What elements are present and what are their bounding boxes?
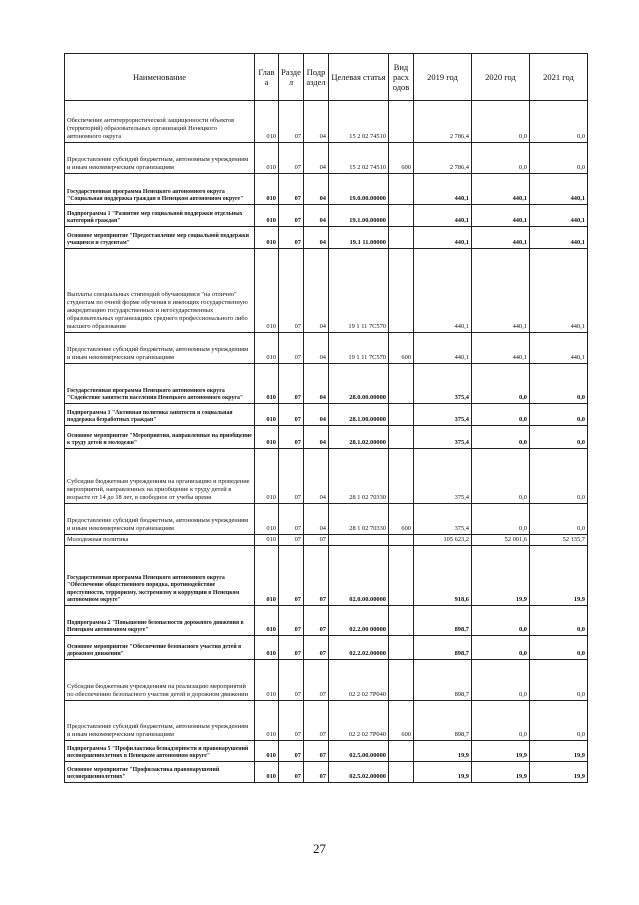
row-value-2020: 0,0 [472, 101, 530, 143]
row-stat: 19.1 11.00000 [329, 227, 389, 249]
table-row [65, 762, 588, 783]
row-razdel: 07 [279, 741, 304, 762]
row-value-2021: 440,1 [530, 333, 588, 364]
row-name: Основное мероприятие "Обеспечение безопасного участия детей в дорожном движении" [65, 636, 255, 660]
row-glava: 010 [255, 660, 279, 701]
row-razdel: 07 [279, 535, 304, 546]
row-stat: 19 1 11 7С570 [329, 249, 389, 333]
row-podrazdel: 04 [304, 504, 329, 535]
row-value-2019: 375,4 [414, 449, 472, 504]
row-value-2021: 0,0 [530, 404, 588, 426]
row-value-2019: 375,4 [414, 364, 472, 404]
row-podrazdel: 04 [304, 101, 329, 143]
row-name: Государственная программа Ненецкого автономного округа "Обеспечение общественного порядка, противодействие преступности, терроризму, экстремизму и коррупции в Ненецком автономном округе" [65, 546, 255, 606]
table-row [65, 741, 588, 762]
row-vid [389, 426, 414, 449]
row-vid [389, 227, 414, 249]
row-stat: 02 2 02 7Р040 [329, 701, 389, 741]
table-row [65, 205, 588, 227]
row-razdel: 07 [279, 701, 304, 741]
row-value-2021: 0,0 [530, 101, 588, 143]
row-podrazdel: 07 [304, 606, 329, 636]
row-razdel: 07 [279, 606, 304, 636]
row-value-2019: 375,4 [414, 404, 472, 426]
row-stat: 02.5.02.00000 [329, 762, 389, 783]
row-razdel: 07 [279, 174, 304, 205]
row-value-2020: 0,0 [472, 504, 530, 535]
row-podrazdel: 04 [304, 143, 329, 174]
row-razdel: 07 [279, 449, 304, 504]
row-vid [389, 404, 414, 426]
row-razdel: 07 [279, 364, 304, 404]
row-value-2020: 0,0 [472, 404, 530, 426]
row-value-2020: 440,1 [472, 174, 530, 205]
row-value-2021: 0,0 [530, 660, 588, 701]
row-value-2020: 0,0 [472, 364, 530, 404]
row-podrazdel: 04 [304, 249, 329, 333]
row-vid [389, 636, 414, 660]
row-razdel: 07 [279, 205, 304, 227]
row-value-2021: 19,9 [530, 762, 588, 783]
col-header-2019: 2019 год [414, 54, 472, 101]
row-glava: 010 [255, 741, 279, 762]
row-value-2020: 19,9 [472, 741, 530, 762]
table-row [65, 504, 588, 535]
row-vid [389, 762, 414, 783]
row-name: Субсидии бюджетным учреждениям на реализацию мероприятий по обеспечению безопасного участия детей в дорожном движении [65, 660, 255, 701]
table-row [65, 701, 588, 741]
row-value-2021: 0,0 [530, 636, 588, 660]
row-stat: 28 1 02 70330 [329, 449, 389, 504]
row-stat: 02 2 02 7Р040 [329, 660, 389, 701]
row-name: Подпрограмма 1 "Активная политика занятости и социальная поддержка безработных граждан" [65, 404, 255, 426]
row-glava: 010 [255, 426, 279, 449]
table-row [65, 227, 588, 249]
row-glava: 010 [255, 636, 279, 660]
row-name: Выплаты специальных стипендий обучающимся "на отлично" студентам по очной форме обучения в имеющих государственную аккредитацию государственных и негосударственных образовательных организациях среднего профессионального либо высшего образования [65, 249, 255, 333]
row-value-2021: 440,1 [530, 227, 588, 249]
row-razdel: 07 [279, 404, 304, 426]
row-glava: 010 [255, 504, 279, 535]
row-vid: 600 [389, 701, 414, 741]
row-stat: 02.2.02.00000 [329, 636, 389, 660]
row-value-2019: 440,1 [414, 205, 472, 227]
row-value-2019: 898,7 [414, 606, 472, 636]
row-podrazdel: 04 [304, 404, 329, 426]
row-stat: 15 2 02 74510 [329, 143, 389, 174]
row-razdel: 07 [279, 227, 304, 249]
row-razdel: 07 [279, 660, 304, 701]
row-stat: 19 1 11 7С570 [329, 333, 389, 364]
row-value-2021: 0,0 [530, 364, 588, 404]
row-stat: 28.1.00.00000 [329, 404, 389, 426]
table-row [65, 426, 588, 449]
row-stat: 02.2.00 00000 [329, 606, 389, 636]
row-glava: 010 [255, 333, 279, 364]
row-vid [389, 606, 414, 636]
row-value-2019: 2 786,4 [414, 101, 472, 143]
row-name: Основное мероприятие "Профилактика правонарушений несовершеннолетних" [65, 762, 255, 783]
row-value-2020: 0,0 [472, 606, 530, 636]
row-name: Основное мероприятие "Мероприятия, направленные на приобщение к труду детей и молодежи" [65, 426, 255, 449]
row-value-2019: 19,9 [414, 741, 472, 762]
row-podrazdel: 04 [304, 426, 329, 449]
col-header-stat: Целевая статья [329, 54, 389, 101]
row-stat: 19.1.00.00000 [329, 205, 389, 227]
row-glava: 010 [255, 449, 279, 504]
table-row [65, 546, 588, 606]
table-row [65, 606, 588, 636]
table-row [65, 101, 588, 143]
row-vid [389, 741, 414, 762]
row-vid [389, 449, 414, 504]
table-row [65, 174, 588, 205]
row-podrazdel: 04 [304, 174, 329, 205]
row-vid: 600 [389, 143, 414, 174]
row-stat: 15 2 02 74510 [329, 101, 389, 143]
col-header-2020: 2020 год [472, 54, 530, 101]
row-vid [389, 660, 414, 701]
page-number: 27 [313, 841, 326, 856]
row-value-2021: 19,9 [530, 741, 588, 762]
row-value-2021: 0,0 [530, 504, 588, 535]
row-vid [389, 249, 414, 333]
col-header-glava: Глав а [255, 54, 279, 101]
row-name: Молодежная политика [65, 535, 255, 546]
table-header-row [65, 54, 588, 101]
row-name: Предоставление субсидий бюджетным, автономным учреждениям и иным некоммерческим организациям [65, 143, 255, 174]
row-name: Основное мероприятие "Предоставление мер социальной поддержки учащимся и студентам" [65, 227, 255, 249]
row-value-2021: 0,0 [530, 449, 588, 504]
row-value-2019: 440,1 [414, 227, 472, 249]
row-value-2021: 440,1 [530, 205, 588, 227]
row-podrazdel: 07 [304, 636, 329, 660]
row-value-2019: 375,4 [414, 426, 472, 449]
row-podrazdel: 04 [304, 205, 329, 227]
row-value-2020: 440,1 [472, 227, 530, 249]
table-row [65, 364, 588, 404]
row-name: Обеспечение антитеррористической защищенности объектов (территорий) образовательных организаций Ненецкого автономного округа [65, 101, 255, 143]
row-value-2019: 898,7 [414, 660, 472, 701]
row-razdel: 07 [279, 426, 304, 449]
row-value-2021: 440,1 [530, 249, 588, 333]
row-value-2019: 440,1 [414, 174, 472, 205]
row-razdel: 07 [279, 101, 304, 143]
row-razdel: 07 [279, 249, 304, 333]
row-value-2020: 52 001,6 [472, 535, 530, 546]
table-row [65, 249, 588, 333]
col-header-name: Наименование [65, 54, 255, 101]
row-value-2019: 19,9 [414, 762, 472, 783]
row-name: Подпрограмма 1 "Развитие мер социальной поддержки отдельных категорий граждан" [65, 205, 255, 227]
row-razdel: 07 [279, 333, 304, 364]
row-razdel: 07 [279, 636, 304, 660]
table-row [65, 660, 588, 701]
row-value-2021: 0,0 [530, 143, 588, 174]
row-vid [389, 174, 414, 205]
row-value-2020: 0,0 [472, 449, 530, 504]
row-glava: 010 [255, 249, 279, 333]
budget-table [64, 53, 588, 783]
row-vid: 600 [389, 504, 414, 535]
row-stat: 28.0.00.00000 [329, 364, 389, 404]
row-value-2021: 0,0 [530, 426, 588, 449]
row-podrazdel: 04 [304, 449, 329, 504]
row-value-2019: 105 623,2 [414, 535, 472, 546]
row-stat: 28 1 02 70330 [329, 504, 389, 535]
row-glava: 010 [255, 701, 279, 741]
row-name: Предоставление субсидий бюджетным, автономным учреждениям и иным некоммерческим организациям [65, 504, 255, 535]
row-glava: 010 [255, 143, 279, 174]
col-header-podrazdel: Подр аздел [304, 54, 329, 101]
col-header-razdel: Разде л [279, 54, 304, 101]
table-row [65, 333, 588, 364]
row-stat: 19.0.00.00000 [329, 174, 389, 205]
row-value-2019: 898,7 [414, 701, 472, 741]
row-name: Подпрограмма 5 "Профилактика безнадзорности и правонарушений несовершеннолетних в Ненецком автономном округе" [65, 741, 255, 762]
row-glava: 010 [255, 762, 279, 783]
row-glava: 010 [255, 205, 279, 227]
row-name: Субсидии бюджетным учреждениям на организацию и проведение мероприятий, направленных на приобщение к труду детей в возрасте от 14 до 18 лет, в свободное от учебы время [65, 449, 255, 504]
row-name: Государственная программа Ненецкого автономного округа "Содействие занятости населения Ненецкого автономного округа" [65, 364, 255, 404]
row-value-2019: 375,4 [414, 504, 472, 535]
row-podrazdel: 07 [304, 660, 329, 701]
row-glava: 010 [255, 364, 279, 404]
row-podrazdel: 07 [304, 546, 329, 606]
row-value-2019: 898,7 [414, 636, 472, 660]
row-value-2019: 440,1 [414, 333, 472, 364]
row-glava: 010 [255, 606, 279, 636]
row-vid [389, 364, 414, 404]
row-value-2020: 440,1 [472, 249, 530, 333]
row-value-2021: 52 135,7 [530, 535, 588, 546]
row-vid [389, 535, 414, 546]
row-glava: 010 [255, 535, 279, 546]
row-vid [389, 205, 414, 227]
row-glava: 010 [255, 174, 279, 205]
row-name: Подпрограмма 2 "Повышение безопасности дорожного движения в Ненецком автономном округе" [65, 606, 255, 636]
row-name: Предоставление субсидий бюджетным, автономным учреждениям и иным некоммерческим организациям [65, 701, 255, 741]
row-value-2020: 0,0 [472, 426, 530, 449]
row-value-2020: 19,9 [472, 546, 530, 606]
row-vid [389, 101, 414, 143]
row-value-2021: 0,0 [530, 606, 588, 636]
row-stat: 28.1.02.00000 [329, 426, 389, 449]
row-value-2020: 19,9 [472, 762, 530, 783]
row-razdel: 07 [279, 762, 304, 783]
row-value-2019: 440,1 [414, 249, 472, 333]
row-vid: 600 [389, 333, 414, 364]
col-header-2021: 2021 год [530, 54, 588, 101]
row-vid [389, 546, 414, 606]
row-podrazdel: 07 [304, 701, 329, 741]
row-podrazdel: 07 [304, 762, 329, 783]
row-podrazdel: 07 [304, 741, 329, 762]
row-value-2020: 0,0 [472, 701, 530, 741]
row-value-2020: 440,1 [472, 205, 530, 227]
row-stat: 02.5.00.00000 [329, 741, 389, 762]
row-razdel: 07 [279, 504, 304, 535]
row-glava: 010 [255, 227, 279, 249]
row-razdel: 07 [279, 143, 304, 174]
row-stat: 02.0.00.00000 [329, 546, 389, 606]
row-glava: 010 [255, 546, 279, 606]
row-podrazdel: 04 [304, 333, 329, 364]
row-podrazdel: 04 [304, 227, 329, 249]
table-row [65, 636, 588, 660]
table-row [65, 404, 588, 426]
table-body [65, 101, 588, 783]
row-value-2020: 440,1 [472, 333, 530, 364]
row-value-2019: 2 786,4 [414, 143, 472, 174]
row-stat [329, 535, 389, 546]
row-value-2021: 19,9 [530, 546, 588, 606]
table-row [65, 449, 588, 504]
row-value-2021: 0,0 [530, 701, 588, 741]
row-glava: 010 [255, 404, 279, 426]
col-header-vid: Вид расх одов [389, 54, 414, 101]
row-value-2020: 0,0 [472, 660, 530, 701]
row-podrazdel: 04 [304, 364, 329, 404]
row-value-2019: 918,6 [414, 546, 472, 606]
row-value-2020: 0,0 [472, 636, 530, 660]
row-podrazdel: 07 [304, 535, 329, 546]
row-value-2021: 440,1 [530, 174, 588, 205]
row-razdel: 07 [279, 546, 304, 606]
row-name: Государственная программа Ненецкого автономного округа "Социальная поддержка граждан в Ненецком автономном округе" [65, 174, 255, 205]
table-row [65, 535, 588, 546]
table-row [65, 143, 588, 174]
row-value-2020: 0,0 [472, 143, 530, 174]
row-name: Предоставление субсидий бюджетным, автономным учреждениям и иным некоммерческим организациям [65, 333, 255, 364]
row-glava: 010 [255, 101, 279, 143]
